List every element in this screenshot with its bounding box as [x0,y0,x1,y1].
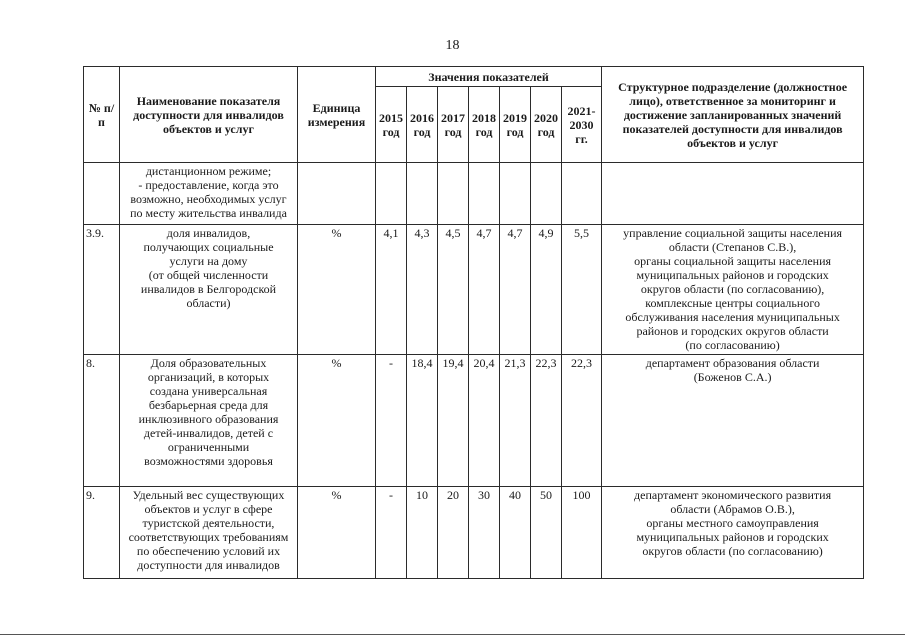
indicator-name [120,163,298,225]
indicator-name-line: создана универсальная [149,384,268,398]
indicator-name-line: - предоставление, когда это [138,178,279,192]
indicator-name-line: Удельный вес существующих [132,488,285,502]
responsible-line: округов области (по согласованию) [642,544,823,558]
indicator-name-line: детей-инвалидов, детей с [143,426,274,440]
value-cell: 5,5 [562,225,602,355]
table-row [84,163,864,225]
table-row [84,487,864,579]
responsible-line: муниципальных районов и городских [636,530,829,544]
responsible-line: округов области (по согласованию), [640,282,825,296]
bottom-rule [0,634,905,635]
header-year: 2020 год [531,87,562,163]
row-number: 8. [84,355,120,487]
value-cell: - [376,355,407,487]
unit-cell [298,163,376,225]
responsible-line: управление социальной защиты населения [623,226,843,240]
responsible-line: департамент экономического развития [634,488,832,502]
responsible-line: органы местного самоуправления [646,516,819,530]
responsible-line: (Боженов С.А.) [693,370,772,384]
responsible-line: районов и городских округов области [636,324,829,338]
value-cell: 50 [531,487,562,579]
value-cell: 4,9 [531,225,562,355]
indicator-name-line: организаций, в которых [147,370,270,384]
responsible-line: муниципальных районов и городских [636,268,829,282]
header-year: 2017 год [438,87,469,163]
table-row [84,225,864,355]
indicator-name-line: (от общей численности [148,268,269,282]
indicator-name-line: Доля образовательных [150,356,267,370]
indicator-name-line: по месту жительства инвалида [130,206,287,220]
unit-cell: % [298,225,376,355]
indicator-name-line: доля инвалидов, [166,226,251,240]
header-year: 2019 год [500,87,531,163]
header-year: 2021-2030 гг. [562,87,602,163]
value-cell: - [376,487,407,579]
header-year: 2018 год [469,87,500,163]
indicator-name-line: туристской деятельности, [142,516,275,530]
indicators-table [83,66,864,579]
indicator-name-line: безбарьерная среда для [148,398,269,412]
value-cell: 20 [438,487,469,579]
value-cell: 30 [469,487,500,579]
indicator-name [120,355,298,487]
responsible-line: органы социальной защиты населения [634,254,832,268]
row-number: 9. [84,487,120,579]
header-name: Наименование показателя доступности для инвалидов объектов и услуг [120,67,298,163]
value-cell [531,163,562,225]
responsible-line: (по согласованию) [685,338,780,352]
value-cell: 4,5 [438,225,469,355]
table-row [84,355,864,487]
responsible-cell [602,225,864,355]
unit-cell: % [298,355,376,487]
responsible-cell [602,355,864,487]
responsible-line: области (Степанов С.В.), [668,240,797,254]
responsible-line: комплексные центры социального [645,296,820,310]
responsible-cell [602,163,864,225]
value-cell [438,163,469,225]
value-cell: 22,3 [562,355,602,487]
responsible-line: департамент образования области [645,356,820,370]
value-cell: 4,7 [469,225,500,355]
header-num: № п/п [84,67,120,163]
indicator-name-line: возможно, необходимых услуг [130,192,287,206]
value-cell [376,163,407,225]
indicator-name [120,487,298,579]
value-cell [407,163,438,225]
indicator-name-line: возможностями здоровья [144,454,273,468]
indicator-name-line: инвалидов в Белгородской [140,282,277,296]
header-year: 2015 год [376,87,407,163]
indicator-name-line: объектов и услуг в сфере [144,502,273,516]
header-values-group: Значения показателей [376,67,602,87]
value-cell [469,163,500,225]
value-cell: 10 [407,487,438,579]
header-unit: Единица измерения [298,67,376,163]
indicator-name-line: области) [186,296,231,310]
indicator-name [120,225,298,355]
page-number: 18 [445,38,460,53]
indicator-name-line: по обеспечению условий их [136,544,281,558]
indicator-name-line: получающих социальные [143,240,274,254]
row-number [84,163,120,225]
value-cell: 100 [562,487,602,579]
indicator-name-line: дистанционном режиме; [145,164,272,178]
value-cell: 22,3 [531,355,562,487]
value-cell: 21,3 [500,355,531,487]
value-cell: 4,7 [500,225,531,355]
value-cell: 20,4 [469,355,500,487]
value-cell: 40 [500,487,531,579]
header-year: 2016 год [407,87,438,163]
responsible-cell [602,487,864,579]
indicator-name-line: соответствующих требованиям [128,530,289,544]
value-cell [562,163,602,225]
indicator-name-line: инклюзивного образования [138,412,279,426]
value-cell: 19,4 [438,355,469,487]
value-cell [500,163,531,225]
indicator-name-line: ограниченными [167,440,250,454]
unit-cell: % [298,487,376,579]
indicator-name-line: доступности для инвалидов [137,558,280,572]
indicator-name-line: услуги на дому [169,254,248,268]
value-cell: 18,4 [407,355,438,487]
header-responsible: Структурное подразделение (должностное лицо), ответственное за мониторинг и достижение запланированных значений показателей доступности для инвалидов объектов и услуг [602,67,864,163]
responsible-line: обслуживания населения муниципальных [625,310,840,324]
responsible-line: области (Абрамов О.В.), [670,502,795,516]
value-cell: 4,1 [376,225,407,355]
row-number: 3.9. [84,225,120,355]
value-cell: 4,3 [407,225,438,355]
